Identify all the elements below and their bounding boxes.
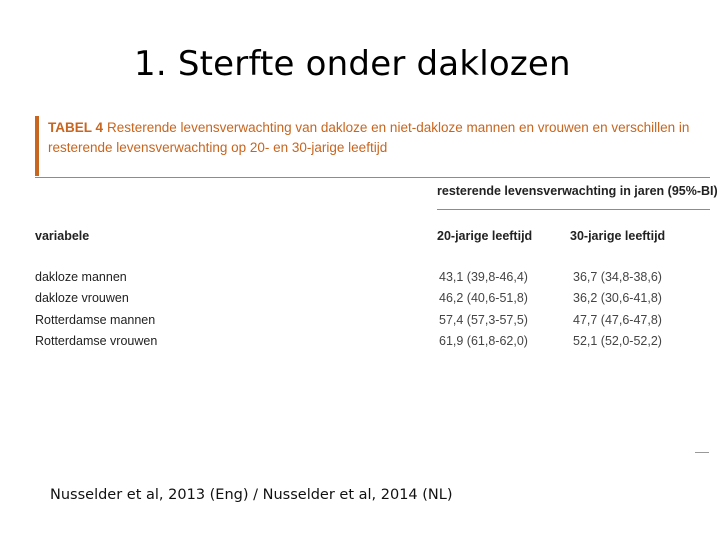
column-header-age30: 30-jarige leeftijd <box>570 229 666 243</box>
column-group-rule <box>437 209 710 210</box>
source-citation: Nusselder et al, 2013 (Eng) / Nusselder et al, 2014 (NL) <box>50 487 453 503</box>
table-label: TABEL 4 <box>48 120 104 135</box>
row-value-age20: 61,9 (61,8-62,0) <box>439 334 528 348</box>
row-value-age20: 43,1 (39,8-46,4) <box>439 270 528 284</box>
table-top-rule <box>35 177 710 178</box>
row-label: dakloze vrouwen <box>35 291 129 305</box>
row-value-age30: 36,7 (34,8-38,6) <box>573 270 662 284</box>
row-label: Rotterdamse mannen <box>35 313 156 327</box>
row-label: Rotterdamse vrouwen <box>35 334 158 348</box>
row-value-age30: 52,1 (52,0-52,2) <box>573 334 662 348</box>
table-caption <box>48 118 716 158</box>
column-header-age20: 20-jarige leeftijd <box>437 229 533 243</box>
row-value-age30: 36,2 (30,6-41,8) <box>573 291 662 305</box>
slide-title: 1. Sterfte onder daklozen <box>134 44 571 84</box>
column-header-variabele: variabele <box>35 229 90 243</box>
caption-accent-bar <box>35 116 39 176</box>
row-value-age20: 57,4 (57,3-57,5) <box>439 313 528 327</box>
table-bottom-mark <box>695 452 709 453</box>
table-caption-text: Resterende levensverwachting van dakloze en niet-dakloze mannen en vrouwen en verschillen in resterende levensverwachting op 20- en 30-jarige leeftijd <box>48 120 690 155</box>
row-value-age30: 47,7 (47,6-47,8) <box>573 313 662 327</box>
row-value-age20: 46,2 (40,6-51,8) <box>439 291 528 305</box>
row-label: dakloze mannen <box>35 270 127 284</box>
column-group-header: resterende levensverwachting in jaren (95%-BI) <box>437 184 718 198</box>
